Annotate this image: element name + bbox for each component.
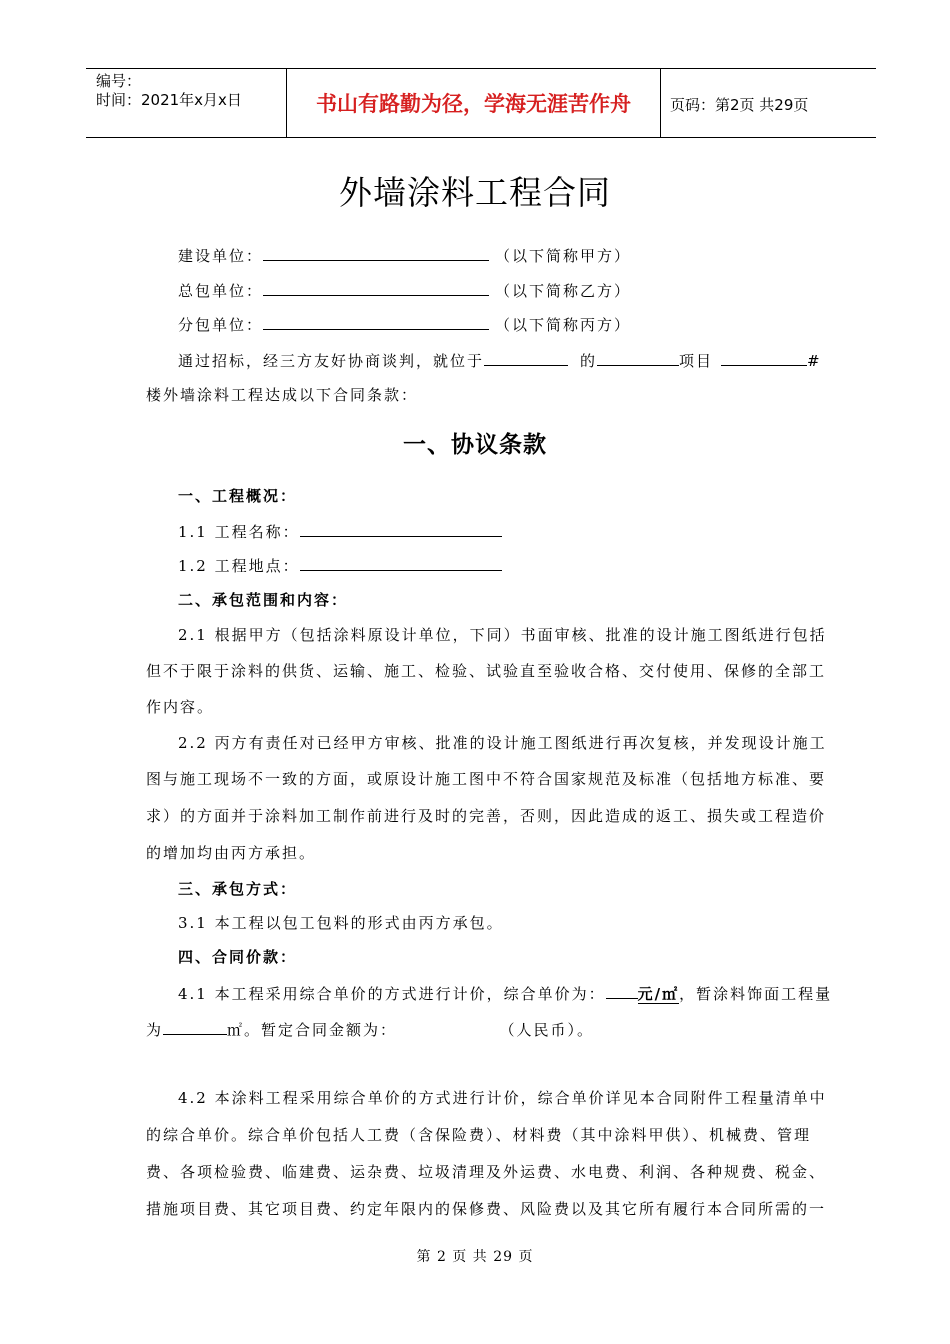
intro-text: 通过招标，经三方友好协商谈判，就位于 (178, 352, 485, 370)
clause-2-2-line: 图与施工现场不一致的方面，或原设计施工图中不符合国家规范及标准（包括地方标准、要 (146, 770, 827, 788)
clause-2-1-line: 但不于限于涂料的供货、运输、施工、检验、试验直至验收合格、交付使用、保修的全部工 (146, 662, 827, 680)
clause-2-2-line: 2.2 丙方有责任对已经甲方审核、批准的设计施工图纸进行再次复核，并发现设计施工 (178, 734, 827, 752)
party-label: 建设单位： (178, 247, 264, 265)
clause-text: 为 (146, 1021, 164, 1039)
party-subcontractor (178, 314, 631, 335)
clause-heading-3: 三、承包方式： (178, 880, 298, 898)
clause-2-2-line: 求）的方面并于涂料加工制作前进行及时的完善，否则，因此造成的返工、损失或工程造价 (146, 807, 827, 825)
unit-price-unit: 元/㎡ (637, 985, 680, 1003)
clause-text: 1.2 工程地点： (178, 557, 300, 575)
motto: 书山有路勤为径，学海无涯苦作舟 (316, 92, 631, 116)
document-number: 编号： (96, 72, 142, 90)
clause-4-2-line: 的综合单价。综合单价包括人工费（含保险费）、材料费（其中涂料甲供）、机械费、管理 (146, 1126, 812, 1144)
clause-text: 4.1 本工程采用综合单价的方式进行计价，综合单价为： (178, 985, 606, 1003)
clause-heading-4: 四、合同价款： (178, 948, 298, 966)
divider (660, 69, 661, 137)
clause-4-2-line: 4.2 本涂料工程采用综合单价的方式进行计价，综合单价详见本合同附件工程量清单中 (178, 1089, 827, 1107)
clause-4-2-line: 费、各项检验费、临建费、运杂费、垃圾清理及外运费、水电费、利润、各种规费、税金、 (146, 1163, 827, 1181)
intro-text: # (807, 352, 822, 370)
fill-blank (163, 1019, 227, 1035)
clause-text: ㎡。暂定合同金额为： (227, 1021, 398, 1039)
fill-blank (263, 245, 489, 261)
party-label: 总包单位： (178, 282, 264, 300)
party-suffix: （以下简称乙方） (495, 282, 632, 300)
clause-heading-1: 一、工程概况： (178, 487, 298, 505)
party-general-contractor (178, 280, 631, 301)
clause-heading-2: 二、承包范围和内容： (178, 591, 349, 609)
fill-blank (597, 350, 679, 366)
clause-text: ，暂涂料饰面工程量 (679, 985, 833, 1003)
document-title: 外墙涂料工程合同 (339, 173, 611, 212)
fill-blank (300, 555, 502, 571)
clause-4-2-line: 措施项目费、其它项目费、约定年限内的保修费、风险费以及其它所有履行本合同所需的一 (146, 1200, 827, 1218)
header-info (86, 69, 286, 137)
clause-1-1 (178, 521, 502, 542)
intro-line-1 (178, 350, 822, 371)
clause-4-1-line-1 (178, 983, 832, 1004)
fill-blank (300, 521, 502, 537)
clause-1-2 (178, 555, 502, 576)
party-suffix: （以下简称甲方） (495, 247, 632, 265)
fill-blank (484, 350, 568, 366)
intro-line-2: 楼外墙涂料工程达成以下合同条款： (146, 386, 419, 404)
intro-text: 项目 (679, 352, 714, 370)
section-heading: 一、协议条款 (403, 432, 547, 458)
clause-text: 1.1 工程名称： (178, 523, 300, 541)
clause-2-1-line: 作内容。 (146, 698, 215, 716)
party-suffix: （以下简称丙方） (495, 316, 632, 334)
header-page-number: 页码：第2页 共29页 (670, 96, 809, 114)
fill-blank (721, 350, 807, 366)
fill-blank (263, 314, 489, 330)
fill-blank (606, 983, 638, 999)
clause-4-1-line-2 (146, 1019, 594, 1040)
party-construction (178, 245, 631, 266)
page-footer: 第 2 页 共 29 页 (416, 1249, 534, 1265)
party-label: 分包单位： (178, 316, 264, 334)
clause-2-2-line: 的增加均由丙方承担。 (146, 844, 317, 862)
clause-2-1-line: 2.1 根据甲方（包括涂料原设计单位，下同）书面审核、批准的设计施工图纸进行包括 (178, 626, 827, 644)
fill-blank (263, 280, 489, 296)
page-header (86, 68, 876, 138)
intro-text: 的 (580, 352, 598, 370)
document-time: 时间：2021年x月x日 (96, 91, 242, 109)
clause-3-1: 3.1 本工程以包工包料的形式由丙方承包。 (178, 914, 504, 932)
clause-text: （人民币）。 (507, 1021, 595, 1039)
